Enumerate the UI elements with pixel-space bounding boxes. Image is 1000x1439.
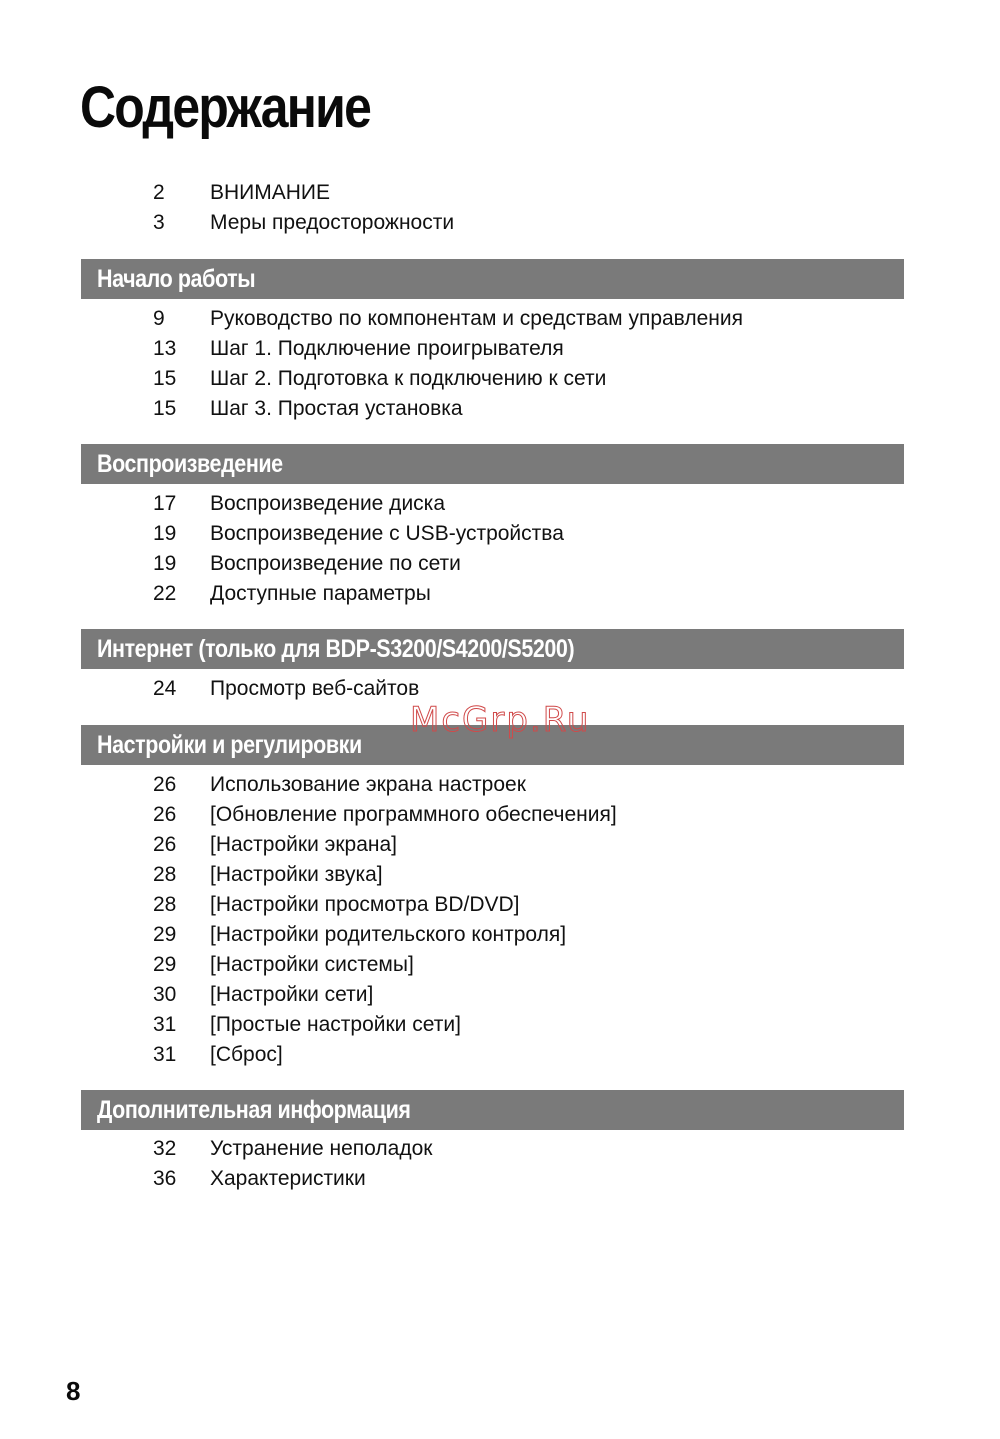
toc-page-number: 32 — [153, 1137, 177, 1160]
toc-page-number: 26 — [153, 773, 177, 796]
toc-page-number: 19 — [153, 552, 177, 575]
toc-entry-title: [Простые настройки сети] — [210, 1013, 461, 1036]
toc-page-number: 15 — [153, 367, 177, 390]
section-title: Дополнительная информация — [97, 1096, 411, 1124]
toc-page-number: 29 — [153, 923, 177, 946]
toc-entry-title: Просмотр веб-сайтов — [210, 677, 420, 700]
toc-page-number: 31 — [153, 1013, 177, 1036]
toc-page-number: 28 — [153, 893, 177, 916]
toc-entry-title: Воспроизведение по сети — [210, 552, 461, 575]
toc-entry-title: [Обновление программного обеспечения] — [210, 803, 617, 826]
toc-entry-title: [Настройки родительского контроля] — [210, 923, 567, 946]
toc-page-number: 17 — [153, 492, 177, 515]
toc-entry-title: Воспроизведение диска — [210, 492, 445, 515]
section-title: Интернет (только для BDP-S3200/S4200/S5200) — [97, 635, 575, 663]
toc-page-number: 22 — [153, 582, 177, 605]
toc-entry-title: Руководство по компонентам и средствам управления — [210, 307, 743, 330]
toc-page-number: 13 — [153, 337, 177, 360]
section-header-additional-info — [81, 1090, 904, 1130]
toc-entry-title: Шаг 3. Простая установка — [210, 397, 463, 420]
toc-entry-title: [Настройки сети] — [210, 983, 374, 1006]
toc-page-number: 26 — [153, 803, 177, 826]
toc-page-number: 9 — [153, 307, 165, 330]
toc-entry-title: [Настройки системы] — [210, 953, 414, 976]
toc-page-number: 26 — [153, 833, 177, 856]
toc-entry-title: Шаг 1. Подключение проигрывателя — [210, 337, 564, 360]
section-title: Воспроизведение — [97, 450, 283, 478]
toc-entry-title: Характеристики — [210, 1167, 366, 1190]
toc-entry-title: [Настройки экрана] — [210, 833, 398, 856]
toc-entry-title: Меры предосторожности — [210, 211, 455, 234]
section-title: Начало работы — [97, 265, 256, 293]
toc-page-number: 3 — [153, 211, 165, 234]
watermark: McGrp.Ru — [410, 700, 591, 740]
toc-page-number: 24 — [153, 677, 177, 700]
toc-entry-title: ВНИМАНИЕ — [210, 181, 331, 204]
toc-entry-title: [Настройки звука] — [210, 863, 383, 886]
section-title: Настройки и регулировки — [97, 731, 362, 759]
toc-page-number: 36 — [153, 1167, 177, 1190]
toc-page-number: 28 — [153, 863, 177, 886]
toc-entry-title: Шаг 2. Подготовка к подключению к сети — [210, 367, 607, 390]
toc-entry-title: [Сброс] — [210, 1043, 283, 1066]
section-header-internet — [81, 629, 904, 669]
toc-page-number: 2 — [153, 181, 165, 204]
page-title: Содержание — [80, 75, 371, 140]
toc-entry-title: [Настройки просмотра BD/DVD] — [210, 893, 520, 916]
toc-page-number: 15 — [153, 397, 177, 420]
toc-page-number: 19 — [153, 522, 177, 545]
toc-entry-title: Доступные параметры — [210, 582, 431, 605]
toc-entry-title: Воспроизведение с USB-устройства — [210, 522, 564, 545]
toc-page-number: 29 — [153, 953, 177, 976]
section-header-playback — [81, 444, 904, 484]
section-header-getting-started — [81, 259, 904, 299]
toc-page-number: 31 — [153, 1043, 177, 1066]
toc-entry-title: Устранение неполадок — [210, 1137, 433, 1160]
toc-entry-title: Использование экрана настроек — [210, 773, 526, 796]
toc-page-number: 30 — [153, 983, 177, 1006]
page-number: 8 — [66, 1376, 81, 1406]
